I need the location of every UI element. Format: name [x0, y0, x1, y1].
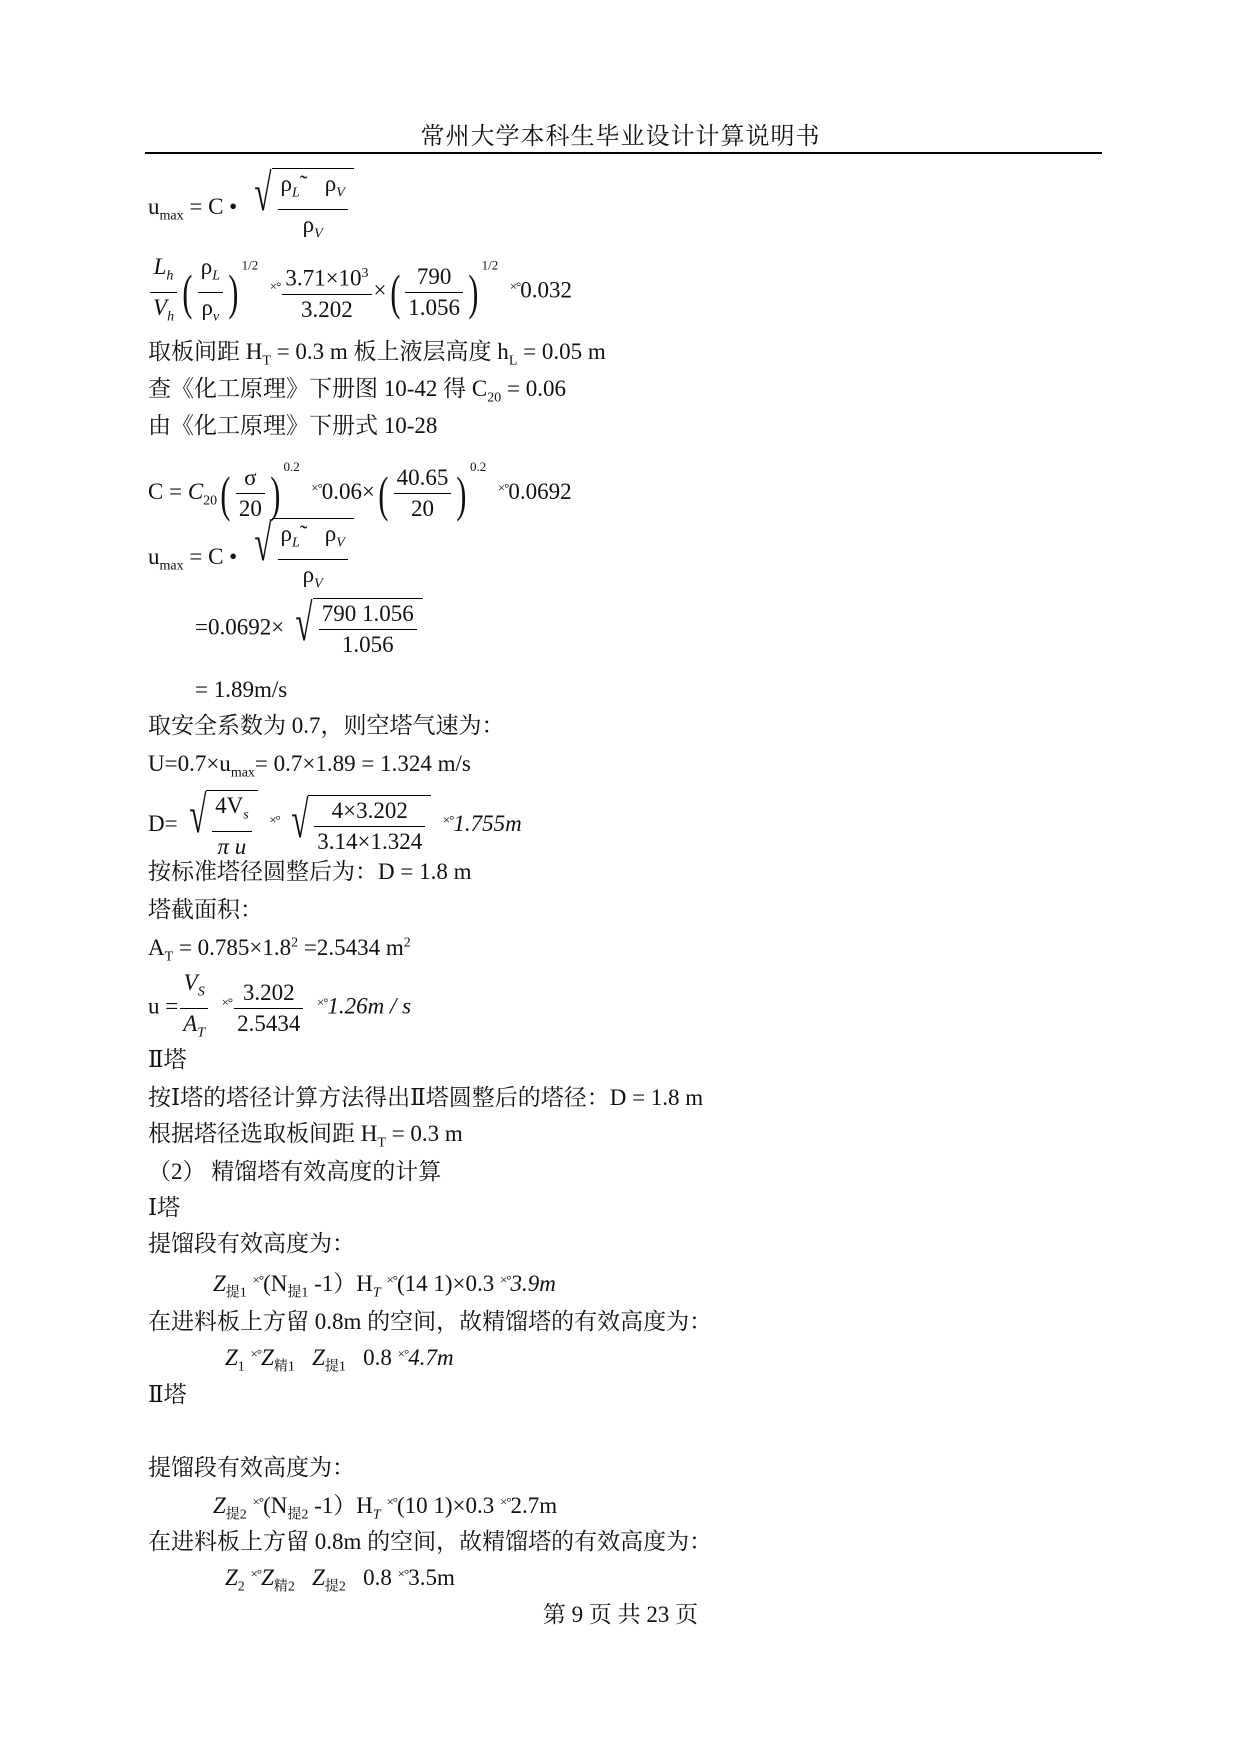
stripping-height-title-1: 提馏段有效高度为：: [148, 1231, 355, 1256]
umax-formula: $u_{max} = C$ • √ $\frac{\rho_L˜ \rho_V}{\rho_V}$: [148, 168, 354, 249]
tower-2-heading: Ⅱ塔: [148, 1047, 187, 1072]
stripping-height-formula-2: $Z_{提2}$ $^{\times^\circ}(N_{提2}$ $-1)H_T$ ×°(10 1)×0.3 ×°2.7m: [213, 1493, 558, 1523]
effective-height-formula-2: $Z_2$ $^{\times^\circ}Z_{精2}$ $Z_{提2}$ 0.8 ×°3.5m: [225, 1565, 455, 1595]
sqrt-term: √ $\frac{\rho_L˜ \rho_V}{\rho_V}$: [243, 168, 354, 249]
tower-2-plate-spacing: 根据塔径选取板间距 $H_T = 0.3$ m: [148, 1121, 463, 1151]
page-footer: 第 9 页 共 23 页: [542, 1602, 699, 1627]
effective-height-formula-1: $Z_1$ $^{\times^\circ}Z_{精1}$ $Z_{提1}$ 0.8 ×°4.7m: [225, 1345, 454, 1375]
chart-lookup-line: 查《化工原理》下册图 10-42 得 $C_{20} = 0.06$: [148, 376, 566, 406]
velocity-line: $U=0.7\times u_{max}= 0.7\times 1.89 = 1.324$ m/s: [148, 751, 471, 781]
actual-velocity-formula: u = $\frac{V_S}{A_T}$ ×° $\frac{3.202}{2.5434}$ ×°1.26m / s: [148, 970, 412, 1041]
section-2-heading: （2） 精馏塔有效高度的计算: [148, 1159, 442, 1184]
stripping-height-formula-1: $Z_{提1}$ $^{\times^\circ}(N_{提1}$ $-1)H_T$ ×°(14 1)×0.3 ×°3.9m: [213, 1271, 556, 1301]
umax-result: = 1.89m/s: [195, 677, 288, 702]
tower-2-diameter: 按Ⅰ塔的塔径计算方法得出Ⅱ塔圆整后的塔径：D = 1.8 m: [148, 1085, 704, 1110]
stripping-height-title-2: 提馏段有效高度为：: [148, 1455, 355, 1480]
c-correction-formula: $C = C_{20}$( $\frac{\sigma}{20}$ ) $^{0.2}$ ×°0.06×( $\frac{40.65}{20}$ ) $^{0.2}$ ×°0.0692: [148, 459, 572, 522]
feed-space-line-2: 在进料板上方留 0.8m 的空间，故精馏塔的有效高度为：: [148, 1529, 713, 1554]
tower-2-heading-b: Ⅱ塔: [148, 1382, 187, 1407]
umax-calculation: =0.0692× √ $\frac{790 1.056}{1.056}$: [195, 598, 423, 660]
tower-1-heading: Ⅰ塔: [148, 1195, 181, 1220]
cross-section-area: $A_T = 0.785\times 1.8^2 =2.5434$ $m^2$: [148, 935, 411, 965]
safety-factor-line: 取安全系数为 0.7，则空塔气速为：: [148, 713, 505, 738]
diameter-formula: D= √ $\frac{4V_s}{\text{π u}}$ ×° √ $\frac{4\times 3.202}{3.14\times 1.324}$ ×°1.755m: [148, 790, 522, 862]
plate-spacing-line: 取板间距 $H_T = 0.3$ m 板上液层高度 $h_L = 0.05$ m: [148, 339, 606, 369]
flow-parameter-formula: $\frac{L_h}{V_h}$ ( $\frac{\rho_L}{\rho_v}$ ) $^{1/2}$ ×° $\frac{3.71\times 10^3}{3.202}$ ×( $\frac{790}{1.056}$ ) $^{1/2}$ ×°0.032: [148, 252, 572, 332]
umax-formula-repeat: $u_{max} = C$ • √ $\frac{\rho_L˜ \rho_V}{\rho_V}$: [148, 518, 354, 599]
feed-space-line-1: 在进料板上方留 0.8m 的空间，故精馏塔的有效高度为：: [148, 1309, 713, 1334]
diameter-rounded-line: 按标准塔径圆整后为：D = 1.8 m: [148, 859, 472, 884]
header-divider: [145, 152, 1102, 154]
cross-section-title: 塔截面积：: [148, 897, 263, 922]
formula-reference-line: 由《化工原理》下册式 10-28: [148, 413, 438, 438]
page-header-title: 常州大学本科生毕业设计计算说明书: [420, 124, 821, 150]
